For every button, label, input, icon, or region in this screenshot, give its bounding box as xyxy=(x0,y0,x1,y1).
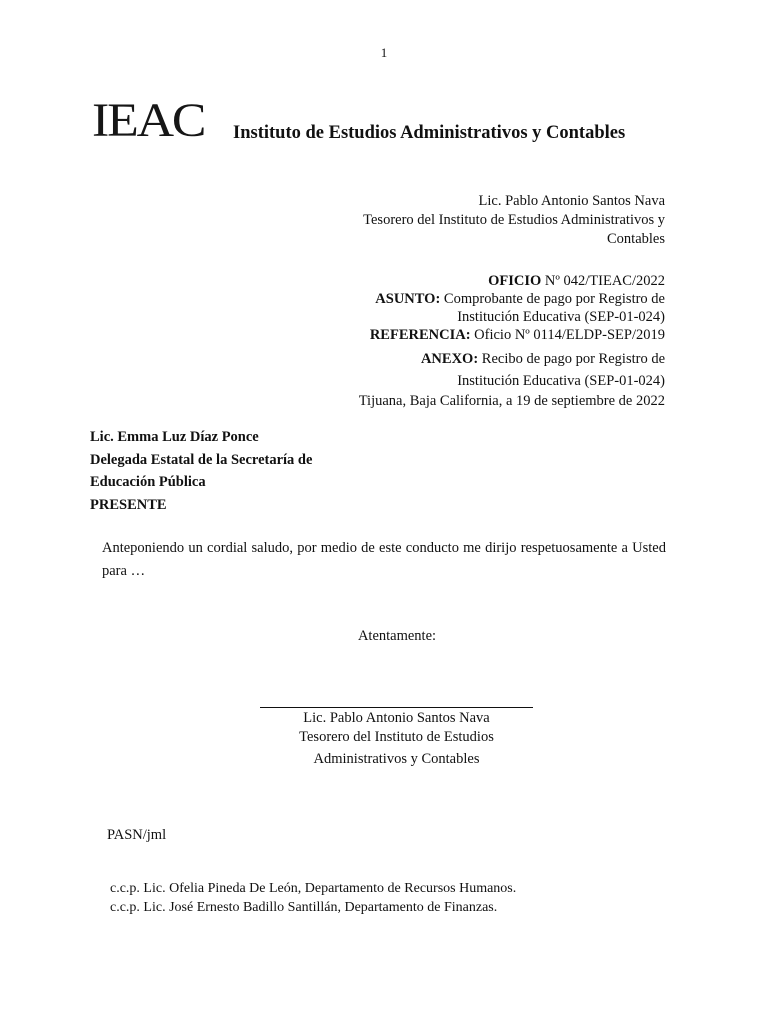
signature-block xyxy=(260,709,533,769)
ccp-line: c.c.p. Lic. Ofelia Pineda De León, Departamento de Recursos Humanos. xyxy=(110,881,517,896)
anexo-line xyxy=(421,348,665,370)
oficio-line xyxy=(370,272,665,290)
sender-title-line1: Tesorero del Instituto de Estudios Administrativos y xyxy=(363,212,665,228)
anexo-label: ANEXO: xyxy=(420,351,479,367)
oficio-label: OFICIO xyxy=(488,273,542,289)
referencia-line xyxy=(370,326,665,344)
addressee-title-line1: Delegada Estatal de la Secretaría de xyxy=(90,451,313,468)
body-paragraph: Anteponiendo un cordial saludo, por medio de este conducto me dirijo respetuosamente a Usted para … xyxy=(102,540,666,579)
oficio-value: Nº 042/TIEAC/2022 xyxy=(541,273,665,289)
asunto-value-line1: Comprobante de pago por Registro de xyxy=(440,291,665,307)
asunto-line xyxy=(370,290,665,308)
ccp-line: c.c.p. Lic. José Ernesto Badillo Santillán, Departamento de Finanzas. xyxy=(110,900,498,915)
addressee-name: Lic. Emma Luz Díaz Ponce xyxy=(90,429,259,445)
signature-name: Lic. Pablo Antonio Santos Nava xyxy=(303,710,490,726)
signature-title-line1: Tesorero del Instituto de Estudios xyxy=(299,729,494,745)
place-date: Tijuana, Baja California, a 19 de septiembre de 2022 xyxy=(358,393,665,409)
anexo-value-line2: Institución Educativa (SEP-01-024) xyxy=(457,373,665,389)
asunto-value-line2: Institución Educativa (SEP-01-024) xyxy=(457,309,665,325)
institute-name: Instituto de Estudios Administrativos y Contables xyxy=(233,123,626,143)
sender-name: Lic. Pablo Antonio Santos Nava xyxy=(478,193,665,209)
signature-title-line2: Administrativos y Contables xyxy=(313,751,480,767)
addressee-block xyxy=(90,426,312,516)
referencia-value: Oficio Nº 0114/ELDP-SEP/2019 xyxy=(470,327,665,343)
asunto-label: ASUNTO: xyxy=(375,291,441,307)
addressee-presente: PRESENTE xyxy=(90,496,167,513)
referencia-label: REFERENCIA: xyxy=(369,327,471,343)
signature-line xyxy=(260,707,533,708)
addressee-title-line2: Educación Pública xyxy=(90,474,206,490)
reference-block xyxy=(370,272,665,344)
page-number: 1 xyxy=(380,45,388,60)
sender-title-line2: Contables xyxy=(607,231,665,247)
anexo-value-line1: Recibo de pago por Registro de xyxy=(478,351,665,367)
anexo-block xyxy=(421,348,665,392)
typist-initials: PASN/jml xyxy=(107,827,167,843)
closing-atentamente: Atentamente: xyxy=(357,628,437,644)
institute-logo: IEAC xyxy=(92,94,205,147)
sender-block xyxy=(363,192,665,249)
